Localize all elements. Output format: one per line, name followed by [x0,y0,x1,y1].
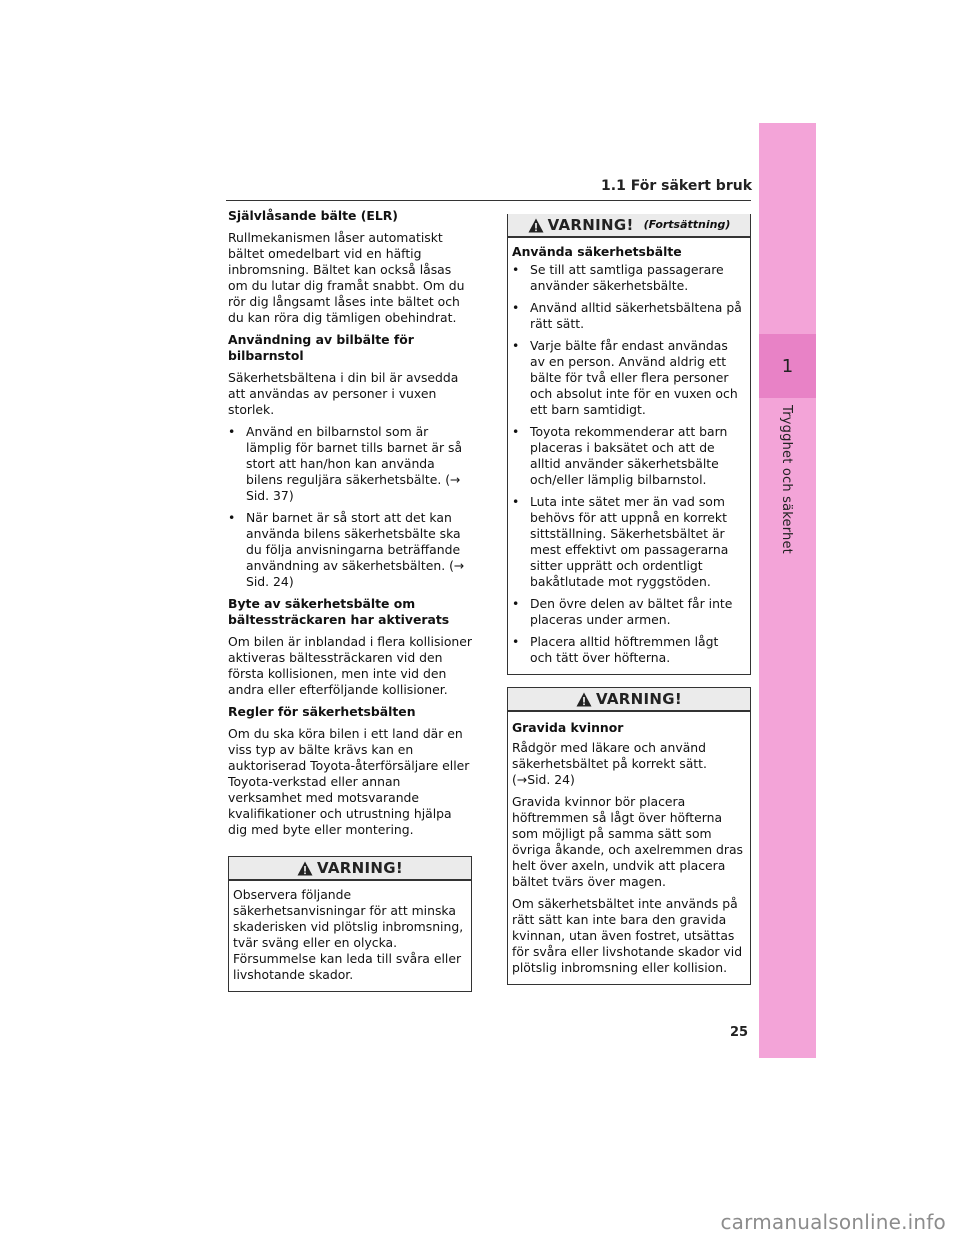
warning-subtitle: (Fortsättning) [643,218,731,231]
warning-triangle-icon [297,861,313,876]
warning-header [229,857,471,881]
list-item: • Luta inte sätet mer än vad som behövs för att uppnå en korrekt sittställning. Säkerhetsbältet är mest effektivt om passagerarna sitter upprätt och ordentligt bakåtlutade mot ryggstöden. [512,494,744,590]
warning-title: VARNING! [317,859,403,877]
paragraph-pregnant-2: Gravida kvinnor bör placera höftremmen så lågt över höfterna som möjligt på samma sätt som övriga åkande, och axelremmen dras helt över axeln, undvik att placera bältet tvärs över magen. [512,794,744,889]
list-item: • Placera alltid höftremmen lågt och tätt över höfterna. [512,634,744,666]
child-seat-list [228,424,472,590]
heading-elr: Självlåsande bälte (ELR) [228,208,398,223]
chapter-side-tab [759,123,816,1058]
warning-body [229,881,471,991]
warning-body [508,238,750,674]
heading-rules: Regler för säkerhetsbälten [228,704,416,719]
right-column [507,214,751,985]
heading-using-belts: Använda säkerhetsbälte [512,244,682,259]
paragraph-pretensioner: Om bilen är inblandad i flera kollisioner aktiveras bältessträckaren vid den första kollisionen, men inte vid den andra eller efterföljande kollisioner. [228,634,472,697]
paragraph-elr: Rullmekanismen låser automatiskt bältet omedelbart vid en häftig inbromsning. Bältet kan också låsas om du lutar dig framåt snabbt. Om du rör dig långsamt låses inte bältet och du kan röra dig tämligen obehindrat. [228,230,465,325]
warning-title: VARNING! [596,690,682,708]
warning-header [508,214,750,238]
warning-header [508,688,750,712]
left-column [228,208,472,992]
list-item: • Använd en bilbarnstol som är lämplig för barnet tills barnet är så stort att han/hon kan använda bilens reguljära säkerhetsbälte. (→ Sid. 37) [228,424,472,504]
list-item: • Se till att samtliga passagerare använder säkerhetsbälte. [512,262,744,294]
section-title: 1.1 För säkert bruk [601,178,752,194]
list-item: • Den övre delen av bältet får inte placeras under armen. [512,596,744,628]
heading-pretensioner: Byte av säkerhetsbälte om bältessträckaren har aktiverats [228,596,450,627]
heading-pregnant: Gravida kvinnor [512,720,624,735]
warning-box-left [228,856,472,992]
list-item: • Toyota rekommenderar att barn placeras i baksätet och att de alltid använder säkerhetsbälte och/eller lämplig bilbarnstol. [512,424,744,488]
list-item: • Varje bälte får endast användas av en person. Använd aldrig ett bälte för två eller flera personer och absolut inte för en vuxen och ett barn samtidigt. [512,338,744,418]
warning-title: VARNING! [547,216,634,234]
paragraph-rules: Om du ska köra bilen i ett land där en viss typ av bälte krävs kan en auktoriserad Toyota-återförsäljare eller Toyota-verkstad eller annan verksamhet med motsvarande kvalifikationer och utrustning hjälpa dig med byte eller montering. [228,726,470,837]
heading-child-seat: Användning av bilbälte för bilbarnstol [228,332,414,363]
warning-triangle-icon [528,218,544,233]
warning-body [508,712,750,984]
list-item: • Använd alltid säkerhetsbältena på rätt sätt. [512,300,744,332]
list-item: • När barnet är så stort att det kan använda bilens säkerhetsbälte ska du följa anvisningarna beträffande användning av säkerhetsbälten. (→ Sid. 24) [228,510,472,590]
warning-box-continued [507,214,751,675]
page-number: 25 [730,1025,749,1040]
chapter-label: Trygghet och säkerhet [779,405,794,554]
warning-text: Observera följande säkerhetsanvisningar för att minska skaderisken vid plötslig inbromsning, tvär sväng eller en olycka. Försummelse kan leda till svåra eller livshotande skador. [233,887,464,982]
watermark-text: carmanualsonline.info [720,1210,946,1234]
warning-triangle-icon [576,692,592,707]
header-divider [226,200,751,201]
paragraph-pregnant-3: Om säkerhetsbältet inte används på rätt sätt kan inte bara den gravida kvinnan, utan även fostret, utsättas för svåra eller livshotande skador vid plötslig inbromsning eller kollision. [512,896,743,975]
belt-rules-list [512,262,744,666]
chapter-number: 1 [759,334,816,398]
paragraph-child-seat: Säkerhetsbältena i din bil är avsedda att användas av personer i vuxen storlek. [228,370,459,417]
warning-box-pregnant [507,687,751,985]
paragraph-pregnant-1: Rådgör med läkare och använd säkerhetsbältet på korrekt sätt. (→Sid. 24) [512,740,707,787]
